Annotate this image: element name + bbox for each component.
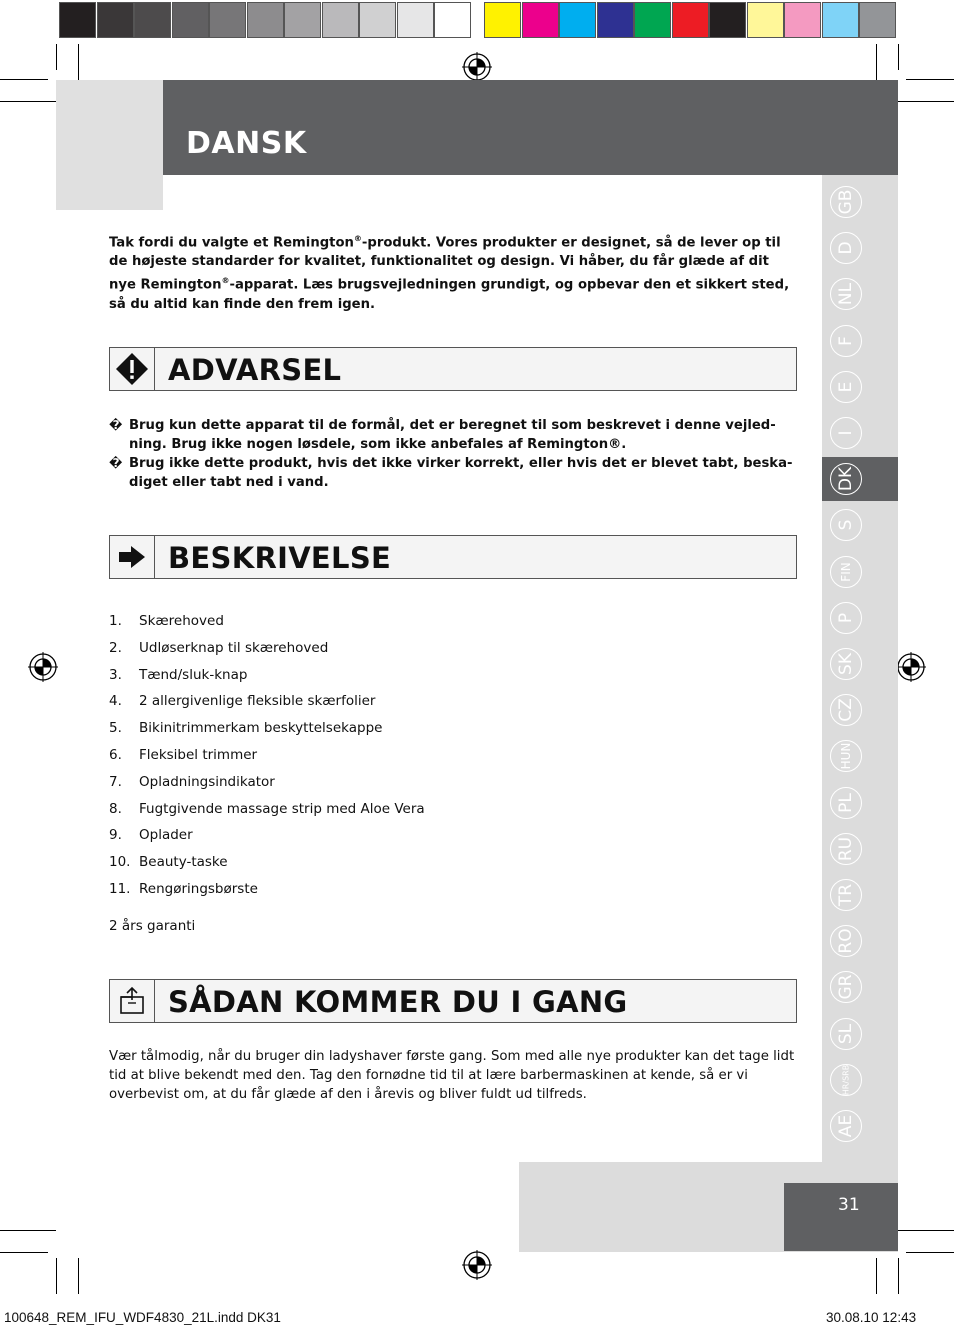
warranty-text: 2 års garanti (109, 918, 196, 934)
list-item-label: Skærehoved (139, 613, 224, 629)
page-title: DANSK (186, 126, 307, 161)
crop-mark (56, 44, 57, 70)
language-tab-ro[interactable] (830, 925, 862, 957)
color-swatch (709, 2, 746, 38)
language-tab-sl[interactable] (830, 1018, 862, 1050)
crop-mark (0, 79, 48, 80)
language-tab-i[interactable] (830, 417, 862, 449)
exclamation-icon (110, 348, 155, 390)
registration-mark-icon (462, 1250, 492, 1280)
crop-mark (78, 1258, 79, 1294)
language-tab-fin[interactable] (830, 556, 862, 588)
language-tab-label: SL (836, 1023, 856, 1044)
color-swatch (522, 2, 559, 38)
crop-mark (906, 79, 954, 80)
crop-mark (56, 1258, 57, 1294)
language-tab-label: SK (836, 653, 856, 675)
file-slug: 100648_REM_IFU_WDF4830_21L.indd DK31 (4, 1310, 281, 1325)
list-item-number: 4. (109, 693, 122, 710)
language-tab-ru[interactable] (830, 833, 862, 865)
gray-swatch (97, 2, 134, 38)
gray-swatch (434, 2, 471, 38)
color-swatch (784, 2, 821, 38)
list-item (109, 692, 375, 710)
language-tab-hr-srb[interactable] (830, 1064, 862, 1096)
list-item (109, 880, 258, 898)
language-tab-label: P (836, 612, 856, 623)
language-tab-ae[interactable] (830, 1110, 862, 1142)
list-item-number: 5. (109, 720, 122, 737)
list-item-label: Opladningsindikator (139, 773, 275, 790)
language-tab-sk[interactable] (830, 648, 862, 680)
list-item-label: Oplader (139, 827, 193, 844)
warning-bullet: � (109, 418, 123, 432)
warning-bullet: � (109, 456, 123, 470)
language-tab-e[interactable] (830, 371, 862, 403)
list-item-label: Udløserknap til skærehoved (139, 639, 329, 656)
color-swatch (822, 2, 859, 38)
registration-mark-icon (462, 52, 492, 82)
list-item-number: 2. (109, 639, 122, 656)
list-item-label: Tænd/sluk-knap (139, 666, 248, 683)
language-tab-label: PL (836, 792, 856, 813)
date-slug: 30.08.10 12:43 (826, 1310, 917, 1325)
crop-mark (876, 1258, 877, 1294)
list-item-number: 9. (109, 827, 122, 844)
language-tab-label: F (836, 335, 856, 346)
page-number-box (784, 1183, 898, 1251)
list-item-number: 10. (109, 854, 131, 871)
section-getting-started (109, 979, 797, 1023)
list-item-label: Fleksibel trimmer (139, 747, 258, 763)
language-tab-label: DK (836, 467, 856, 492)
color-swatch (597, 2, 634, 38)
list-item (109, 826, 193, 844)
section-warning (109, 347, 797, 391)
list-item-label: Fugtgivende massage strip med Aloe Vera (139, 800, 425, 817)
list-item (109, 719, 382, 737)
gray-swatch (397, 2, 434, 38)
color-swatch (484, 2, 521, 38)
language-tab-label: HUN (839, 742, 853, 770)
color-swatch (559, 2, 596, 38)
language-tab-dk[interactable] (830, 463, 862, 495)
section-title: ADVARSEL (168, 353, 342, 387)
language-tab-cz[interactable] (830, 694, 862, 726)
list-item (109, 800, 425, 818)
gray-swatch (59, 2, 96, 38)
crop-mark (898, 1230, 954, 1231)
list-item-label: Rengøringsbørste (139, 881, 258, 897)
list-item-label: Beauty-taske (139, 854, 228, 871)
list-item (109, 853, 228, 871)
language-tab-d[interactable] (830, 232, 862, 264)
language-tab-pl[interactable] (830, 787, 862, 819)
list-item-number: 11. (109, 881, 131, 897)
color-swatch (747, 2, 784, 38)
language-tab-label: RU (836, 836, 856, 861)
color-swatch (672, 2, 709, 38)
color-swatch (859, 2, 896, 38)
list-item-number: 7. (109, 773, 122, 790)
language-tab-label: AE (836, 1114, 856, 1138)
crop-mark (906, 1252, 954, 1253)
getting-started-text: Vær tålmodig, når du bruger din ladyshaver første gang. Som med alle nye produkter kan det tage lidt tid at blive bekendt med den. Tag den fornødne tid til at lære barbermaskinen at kende, så er vi overbevist om, at du får glæde af den i årevis og bliver fuldt ud tilfreds. (109, 1049, 795, 1102)
gray-swatch (322, 2, 359, 38)
language-tab-label: TR (836, 883, 856, 907)
language-tab-label: NL (836, 283, 856, 306)
list-item-number: 6. (109, 747, 122, 763)
header-side-band (56, 80, 163, 210)
page-number: 31 (838, 1195, 860, 1215)
section-description (109, 535, 797, 579)
list-item (109, 746, 257, 764)
crop-mark (0, 1230, 56, 1231)
warning-item: � Brug ikke dette produkt, hvis det ikke virker korrekt, eller hvis det er blevet tabt, beska-diget eller tabt ned i vand. (109, 456, 793, 490)
language-tab-label: S (836, 519, 856, 531)
language-tab-label: HR/SRB (841, 1064, 851, 1095)
warning-item: � Brug kun dette apparat til de formål, det er beregnet til som beskrevet i denne vejled-ning. Brug ikke nogen løsdele, som ikke anbefales af Remington®. (109, 418, 776, 452)
registration-mark-icon (28, 652, 58, 682)
gray-swatch (172, 2, 209, 38)
list-item-label: Bikinitrimmerkam beskyttelsekappe (139, 720, 383, 737)
crop-mark (898, 101, 954, 102)
list-item-number: 3. (109, 666, 122, 683)
gray-swatch (284, 2, 321, 38)
crop-mark (898, 44, 899, 70)
language-tab-label: RO (836, 928, 856, 954)
color-swatch (634, 2, 671, 38)
crop-mark (898, 1258, 899, 1294)
list-item (109, 773, 275, 791)
section-title: SÅDAN KOMMER DU I GANG (168, 985, 628, 1019)
language-tab-tr[interactable] (830, 879, 862, 911)
list-item (109, 666, 247, 684)
registration-mark-icon (896, 652, 926, 682)
intro-text: Tak fordi du valgte et Remington®-produkt. Vores produkter er designet, så de lever op til de højeste standarder for kvalitet, funktionalitet og design. Vi håber, du får glæde af dit nye Remington®-apparat. Læs brugsvejledningen grundigt, og opbevar den et sikkert sted, så du altid kan finde den frem igen. (109, 234, 790, 312)
list-item (109, 612, 224, 630)
gray-swatch (209, 2, 246, 38)
language-tab-f[interactable] (830, 325, 862, 357)
language-tab-gb[interactable] (830, 186, 862, 218)
section-title: BESKRIVELSE (168, 541, 392, 575)
crop-mark (0, 101, 56, 102)
list-item-number: 1. (109, 613, 122, 629)
language-tab-p[interactable] (830, 602, 862, 634)
language-tab-label: GB (836, 189, 856, 215)
language-tab-label: FIN (839, 561, 853, 582)
language-tab-label: D (836, 241, 856, 255)
gray-swatch (134, 2, 171, 38)
list-item-label: 2 allergivenlige fleksible skærfolier (139, 693, 376, 710)
language-tab-label: CZ (836, 698, 856, 722)
language-tab-label: GR (836, 974, 856, 1000)
gray-swatch (247, 2, 284, 38)
language-tab-label: E (836, 381, 856, 393)
list-item-number: 8. (109, 800, 122, 817)
box-icon (110, 980, 155, 1022)
crop-mark (0, 1252, 48, 1253)
language-tab-label: I (836, 430, 856, 436)
gray-swatch (359, 2, 396, 38)
arrow-right-icon (110, 536, 155, 578)
list-item (109, 639, 328, 657)
